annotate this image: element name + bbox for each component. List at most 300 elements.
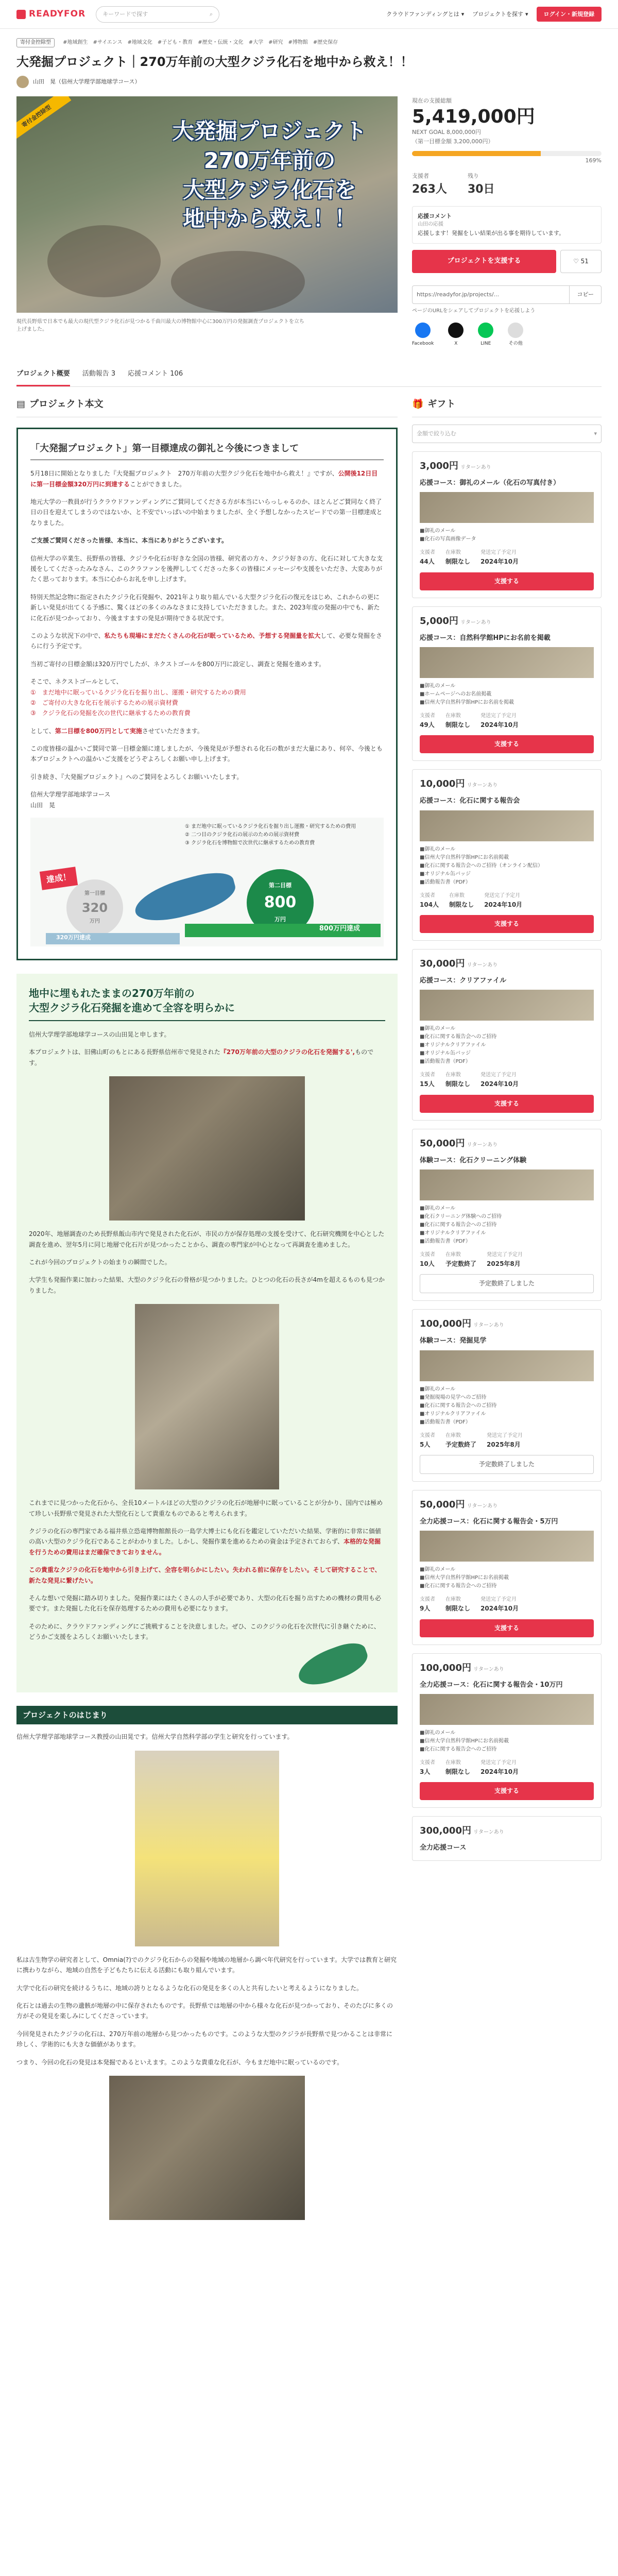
share-facebook[interactable] [412, 323, 434, 347]
gift-date: 2025年8月 [487, 1260, 521, 1268]
gift-supporters: 3人 [420, 1768, 431, 1776]
paragraph: 私は古生物学の研究者として、Omnia(?)でのクジラ化石からの発掘や地域の地層から調べ年代研究を行っています。大学では教育と研究に携わりながら、地域の自然を子どもたちに伝える活動にも取り組んでいます。 [16, 1956, 397, 1974]
text: 30,000円 [420, 958, 465, 970]
share-other[interactable] [508, 323, 523, 347]
section-title [16, 397, 398, 418]
search-input[interactable] [96, 6, 219, 23]
category-link[interactable]: #歴史保存 [313, 40, 338, 45]
owner-photo [135, 1751, 279, 1946]
text: このような状況下の中で、 [30, 632, 105, 639]
goal-graphic [30, 818, 384, 946]
gift-items [420, 682, 594, 707]
gift-item: ■活動報告書（PDF） [420, 879, 471, 885]
gift-title [412, 397, 602, 418]
gift-filter-placeholder: 金額で絞り込む [417, 430, 456, 437]
text: 支援者 [420, 1252, 435, 1258]
gift-items [420, 1566, 594, 1590]
text: 発送完了予定月 [480, 1597, 517, 1603]
gift-item: ■化石に関する報告会へのご招待 [420, 1402, 497, 1409]
goal-item: ② 二つ目のクジラ化石の展示のための展示資材費 [185, 832, 300, 838]
goal-list [185, 823, 356, 848]
x-icon [448, 323, 464, 338]
gift-meta [420, 1071, 594, 1089]
gift-title: 全力応援コース：化石に関する報告会・5万円 [420, 1517, 558, 1526]
gift-items [420, 1729, 594, 1754]
paragraph: つまり、今回の化石の発見は本発掘であるといえます。このような貴重な化石が、今もまだ地中に眠っているのです。 [16, 2058, 344, 2066]
paragraph: 2020年、地層調査のため長野県飯山市内で発見された化石が、市民の方が保存処理の支援を受けて、化石研究機関を中心とした調査を進め、翌年5月に同じ地層で化石片が見つかったことから、調査の専門家が中心となって再調査を進めました。 [29, 1230, 385, 1248]
share-url-field[interactable]: https://readyfor.jp/projects/... [412, 285, 570, 304]
gift-supporters: 104人 [420, 901, 439, 908]
chevron-down-icon: ▾ [525, 10, 528, 18]
gift-item: ■化石に関する報告会へのご招待（オンライン配信） [420, 862, 543, 869]
text: 3,000円 [420, 461, 458, 472]
share-label: Facebook [412, 341, 434, 346]
gift-title-text: ギフト [427, 398, 456, 410]
gift-price [420, 1661, 594, 1676]
logo-mark-icon [16, 10, 26, 19]
comment-text: 応援します！発掘をしい結果が出る事を期待しています。 [418, 230, 565, 237]
tab-overview[interactable]: プロジェクト概要 [16, 364, 70, 386]
comment-user: 山田の応援 [418, 222, 443, 228]
text: 支援者 [420, 550, 435, 556]
text: 山田 晃 [30, 801, 56, 809]
paragraph [29, 1047, 385, 1068]
login-button[interactable]: ログイン・新規登録 [537, 7, 602, 22]
fossil-photo [135, 1304, 279, 1489]
gift-thumbnail [420, 1531, 594, 1562]
text: ことができました。 [130, 480, 186, 488]
paragraph: 今回発見されたクジラの化石は、270万年前の地層から見つかったものです。このような大型のクジラが長野県で見つかることは非常に珍しく、学術的にも大きな価値があります。 [16, 2030, 392, 2048]
gift-card[interactable] [412, 1490, 602, 1645]
support-button[interactable]: プロジェクトを支援する [412, 250, 556, 273]
gift-price [420, 1137, 594, 1151]
text: 100,000円 [420, 1662, 471, 1673]
paragraph: 信州大学理学部地球学コースの山田晃と申します。 [29, 1031, 170, 1039]
paragraph: 特別天然記念物に指定されたクジラ化石発掘や、2021年より取り組んでいる大型クジラ化石の復元をはじめ、これからの更に新しい発見が出てくる予感に、驚くほどの多くのみなさまに支持していただきました。また、2023年度の発掘の中でも、新たに化石が見つかっており、今後ますますの発見が期待できる状況です。 [30, 593, 380, 622]
category-link[interactable]: #地域文化 [127, 40, 152, 45]
gift-card[interactable] [412, 606, 602, 761]
paragraph: 大学で化石の研究を続けるうちに、地域の誇りとなるような化石の発見を多くの人と共有したいと考えるようになりました。 [16, 1984, 363, 1992]
text: クジラの化石の専門家である福井県立恐竜博物館館長の一島学大博士にも化石を鑑定していただいた結果、学術的に非常に価値の高い大型のクジラ化石であることがわかりました。しかし、発掘作業を進めるための資金は予定されておらず、 [29, 1527, 382, 1546]
nav-label: クラウドファンディングとは [386, 10, 459, 18]
gift-item: ■オリジナル缶バッジ [420, 871, 471, 877]
hero-image [16, 96, 398, 313]
text: 在庫数 [445, 550, 461, 556]
gift-date: 2024年10月 [480, 1605, 519, 1613]
first-goal-circle [66, 879, 123, 936]
gift-price [420, 777, 594, 792]
story-heading [29, 986, 385, 1021]
gift-title: 体験コース：発掘見学 [420, 1337, 487, 1345]
gift-item: ■オリジナルクリアファイル [420, 1042, 486, 1048]
gift-item: ■化石に関する報告会へのご招待 [420, 1222, 497, 1228]
owner-name: 山田 晃（信州大学理学部地球学コース） [33, 78, 141, 86]
chevron-down-icon: ▾ [461, 10, 465, 18]
gift-item: ■御礼のメール [420, 1730, 456, 1736]
paragraph [30, 468, 384, 489]
gift-meta [420, 712, 594, 730]
gift-stock: 制限なし [445, 1080, 471, 1088]
nav-label: プロジェクトを探す [472, 10, 524, 18]
text: リターンあり [473, 1323, 504, 1329]
gift-items [420, 1205, 594, 1246]
text: リターンあり [460, 619, 491, 625]
list-item: ② ご寄付の大きな化石を展示するための展示資材費 [30, 699, 178, 706]
gift-item: ■御礼のメール [420, 683, 456, 689]
gift-support-button[interactable]: 支援する [420, 1619, 594, 1637]
top-nav [386, 7, 602, 22]
gift-items [420, 1025, 594, 1066]
text: 公開後12日目に第一目標金額320万円に到達する [30, 470, 378, 488]
gift-price [420, 1498, 594, 1513]
days-value: 30日 [467, 183, 495, 196]
text: リターンあり [467, 783, 498, 789]
text: リターンあり [460, 465, 491, 471]
text: リターンあり [467, 962, 498, 969]
text: 在庫数 [445, 1072, 461, 1078]
category-link[interactable]: #地域創生 [63, 40, 88, 45]
text: 私たちも現場にまだたくさんの化石が眠っているため、予想する発掘量を拡大 [104, 632, 321, 639]
gift-stock: 予定数終了 [445, 1260, 477, 1268]
document-icon: ▤ [16, 398, 26, 410]
gift-support-button[interactable]: 支援する [420, 572, 594, 590]
section-title-text: プロジェクト本文 [29, 398, 104, 410]
hero-title-line: 270万年前の [203, 147, 336, 173]
supporters-value: 263人 [412, 183, 447, 196]
gift-card[interactable] [412, 769, 602, 941]
text: リターンあり [473, 1829, 504, 1836]
text: して、必要な発掘をさらに行う予定です。 [30, 632, 383, 650]
gift-item: ■活動報告書（PDF） [420, 1059, 471, 1065]
gift-date: 2024年10月 [480, 721, 519, 729]
gift-item: ■御礼のメール [420, 846, 456, 852]
text: 支援者 [420, 713, 435, 719]
project-tabs [16, 364, 602, 387]
category-link[interactable]: #子ども・教育 [157, 40, 193, 45]
gift-support-button[interactable]: 支援する [420, 915, 594, 933]
text: 本格的な発掘を行うための費用はまだ確保できておりません。 [29, 1538, 381, 1556]
gift-item: ■信州大学自然科学館HPにお名前を掲載 [420, 700, 514, 706]
project-owner[interactable] [16, 76, 602, 88]
gift-price [420, 1824, 594, 1839]
gift-card[interactable] [412, 1653, 602, 1808]
gift-card[interactable] [412, 1129, 602, 1301]
hero-title-line: 大型クジラ化石を [183, 177, 356, 202]
text: 発送完了予定月 [480, 713, 517, 719]
text: 発送完了予定月 [480, 1760, 517, 1766]
goal-item: ③ クジラ化石を博物館で次世代に継承するための教育費 [185, 840, 315, 846]
gift-item: ■御礼のメール [420, 1567, 456, 1573]
tab-comments[interactable]: 応援コメント 106 [128, 369, 183, 378]
gift-meta [420, 549, 594, 567]
top-bar [0, 0, 618, 29]
gift-meta [420, 892, 594, 910]
list-item: ① まだ地中に眠っているクジラ化石を掘り出し、運搬・研究するための費用 [30, 688, 246, 696]
gift-title: 応援コース：クリアファイル [420, 976, 507, 985]
text: 支援者 [420, 1432, 435, 1438]
text: 100,000円 [420, 1318, 471, 1330]
gift-item: ■化石クリーニング体験へのご招待 [420, 1214, 502, 1220]
gift-stock: 制限なし [445, 1605, 471, 1613]
gift-item: ■化石の写真画像データ [420, 536, 476, 543]
gift-stock: 予定数終了 [445, 1440, 477, 1448]
text: 300,000円 [420, 1825, 471, 1837]
gift-thumbnail [420, 1694, 594, 1725]
gift-stock: 制限なし [449, 901, 474, 908]
gift-item: ■信州大学自然科学館HPにお名前掲載 [420, 1738, 509, 1744]
progress-bar [412, 151, 602, 156]
text: 第二目標を800万円として実施 [55, 727, 142, 735]
gift-item: ■御礼のメール [420, 1026, 456, 1032]
gift-item: ■オリジナルクリアファイル [420, 1230, 486, 1236]
gift-support-button[interactable]: 予定数終了しました [420, 1274, 594, 1293]
gift-card[interactable] [412, 451, 602, 598]
excavation-photo [109, 1076, 305, 1221]
gift-icon: 🎁 [412, 398, 424, 410]
gift-list [412, 451, 602, 1861]
paragraph: そのために、クラウドファンディングにご挑戦することを決意しました。ぜひ、このクジラの化石を次世代に引き継ぐために、どうかご支援をよろしくお願いいたします。 [29, 1622, 380, 1641]
category-link[interactable]: #博物館 [288, 40, 308, 45]
category-link[interactable]: #サイエンス [93, 40, 123, 45]
gift-price [420, 957, 594, 972]
paragraph: 地元大学の一教員が行うクラウドファンディングにご賛同してくださる方が本当にいらっしゃるのか、ほとんどご賛同なく終了日の日を迎えてしまうのではないか、と不安でいっぱいの中始まりましたが、全く予想しなかったスピードでの第一目標達成となりました。 [30, 498, 383, 527]
text: リターンあり [467, 1142, 498, 1148]
gift-date: 2024年10月 [480, 558, 519, 566]
paragraph: ご支援ご賛同くださった皆様、本当に、本当にありがとうございます。 [30, 537, 228, 545]
text: 発送完了予定月 [480, 550, 517, 556]
facebook-icon [415, 323, 431, 338]
favorite-button[interactable]: ♡ 51 [560, 250, 602, 273]
gift-thumbnail [420, 1350, 594, 1381]
gift-date: 2024年10月 [480, 1768, 519, 1776]
text: 10,000円 [420, 778, 465, 790]
gift-items [420, 845, 594, 887]
text: 50,000円 [420, 1499, 465, 1511]
comment-preview[interactable] [412, 206, 602, 244]
first-goal: （第一目標金額 3,200,000円） [412, 138, 494, 145]
gift-supporters: 15人 [420, 1080, 435, 1088]
share-label: X [454, 341, 458, 346]
text: させていただきます。 [142, 727, 203, 735]
gift-item: ■発掘現場の見学へのご招待 [420, 1394, 487, 1400]
gift-item: ■信州大学自然科学館HPにお名前掲載 [420, 1575, 509, 1581]
text: 支援者 [420, 1597, 435, 1603]
paragraph [30, 631, 384, 652]
gift-price [420, 459, 594, 474]
gift-card[interactable] [412, 949, 602, 1121]
paragraph: これまでに見つかった化石から、全長10メートルほどの大型のクジラの化石が地層中に眠っていることが分かり、国内では極めて珍しい長野県で発見された大型化石として貴重なものであると考えられます。 [29, 1499, 383, 1517]
share-label: その他 [508, 341, 523, 346]
gift-title: 応援コース：化石に関する報告会 [420, 797, 520, 805]
gift-card[interactable] [412, 1309, 602, 1482]
text: 在庫数 [445, 713, 461, 719]
text: 320 [81, 900, 108, 915]
text: 在庫数 [445, 1760, 461, 1766]
gift-supporters: 49人 [420, 721, 435, 729]
text: 支援者 [420, 1072, 435, 1078]
logo-text: READYFOR [29, 8, 86, 19]
gift-meta [420, 1251, 594, 1269]
chevron-down-icon: ▾ [594, 430, 597, 437]
gift-date: 2024年10月 [484, 901, 523, 908]
text: 第一目標 [84, 890, 105, 896]
hero-caption: 現代長野県で日本でも最大の現代型クジラ化石が見つかる千曲川最大の博物館中心に300万円の発掘調査プロジェクトを立ち上げました。 [16, 319, 304, 333]
story-box [16, 974, 398, 1692]
gift-sidebar [412, 397, 602, 2228]
funding-panel [412, 96, 602, 347]
text: 在庫数 [445, 1432, 461, 1438]
text: ものです。 [29, 1048, 374, 1066]
supporters-label: 支援者 [412, 172, 429, 179]
gift-items [420, 1385, 594, 1427]
text: 大型クジラ化石発掘を進めて全容を明らかに [29, 1002, 235, 1014]
category-list [63, 39, 338, 47]
gift-item: ■化石に関する報告会へのご招待 [420, 1747, 497, 1753]
text: 地中に埋もれたままの270万年前の [29, 987, 195, 1000]
subsection-heading: プロジェクトのはじまり [16, 1706, 398, 1724]
paragraph: 当初ご寄付の目標金額は320万円でしたが、ネクストゴールを800万円に設定し、調査と発掘を進めます。 [30, 660, 325, 668]
share-line[interactable] [478, 323, 493, 347]
paragraph [30, 726, 384, 736]
paragraph: この貴重なクジラの化石を地中から引き上げて、全容を明らかにしたい。失われる前に保存をしたい。そして研究することで、新たな発見に繋げたい。 [29, 1566, 381, 1584]
gift-card[interactable] [412, 1816, 602, 1860]
project-title: 大発掘プロジェクト｜270万年前の大型クジラ化石を地中から救え！！ [16, 54, 413, 69]
share-label: LINE [480, 341, 491, 346]
gift-thumbnail [420, 492, 594, 523]
tab-reports[interactable]: 活動報告 3 [82, 369, 116, 378]
readyfor-logo[interactable] [16, 7, 85, 21]
gift-item: ■オリジナルクリアファイル [420, 1411, 486, 1417]
gift-meta [420, 1759, 594, 1777]
text: 第二目標 [269, 882, 291, 889]
achieved-badge: 達成！ [40, 867, 78, 890]
text: として、 [30, 727, 55, 735]
gift-supporters: 5人 [420, 1440, 431, 1448]
nav-find-projects[interactable] [472, 10, 528, 19]
whale-illustration [294, 1638, 372, 1691]
text: 支援者 [420, 1760, 435, 1766]
signature [30, 789, 384, 810]
text: そこで、ネクストゴールとして、 [30, 678, 123, 686]
gift-support-button[interactable]: 支援する [420, 735, 594, 753]
first-goal-arrow: 320万円達成 [46, 933, 180, 944]
category-link[interactable]: #歴史・伝統・文化 [198, 40, 244, 45]
text: 万円 [90, 919, 100, 925]
paragraph: この度皆様の温かいご賛同で第一目標金額に達しましたが、今後発見が予想される化石の数がまだ大量にあり、何卒、今後とも本プロジェクトへの温かいご支援をどうぞよろしくお願い申し上げます。 [30, 745, 383, 763]
paragraph: 信州大学理学部地球学コース教授の山田晃です。信州大学自然科学部の学生と研究を行っています。 [16, 1733, 294, 1741]
gift-thumbnail [420, 810, 594, 841]
text: 発送完了予定月 [480, 1072, 517, 1078]
hero-title-line: 地中から救え！！ [183, 206, 356, 232]
line-icon [478, 323, 493, 338]
amount-value: 5,419,000円 [412, 106, 535, 127]
gift-stock: 制限なし [445, 1768, 471, 1776]
donation-tag[interactable]: 寄付金控除型 [16, 38, 55, 47]
gift-supporters: 9人 [420, 1605, 431, 1613]
gift-support-button[interactable]: 支援する [420, 1095, 594, 1113]
gift-items [420, 527, 594, 544]
hero-ribbon: 寄付金控除型 [16, 96, 71, 143]
search-placeholder: キーワードで探す [102, 10, 148, 18]
comment-label: 応援コメント [418, 212, 452, 219]
gift-stock: 制限なし [445, 558, 471, 566]
text: 5,000円 [420, 615, 458, 626]
thanks-heading: 「大発掘プロジェクト」第一目標達成の御礼と今後につきまして [30, 442, 384, 460]
text: 発送完了予定月 [484, 892, 521, 899]
text: 50,000円 [420, 1138, 465, 1149]
gift-date: 2024年10月 [480, 1080, 519, 1088]
gift-item: ■ホームページへのお名前掲載 [420, 691, 492, 698]
gift-title: 体験コース：化石クリーニング体験 [420, 1156, 527, 1164]
gift-stock: 制限なし [445, 721, 471, 729]
text: 在庫数 [445, 1597, 461, 1603]
gift-item: ■御礼のメール [420, 1206, 456, 1212]
gift-supporters: 44人 [420, 558, 435, 566]
more-icon [508, 323, 523, 338]
copy-button[interactable]: コピー [570, 285, 602, 304]
text: 在庫数 [445, 1252, 461, 1258]
paragraph [29, 1526, 385, 1557]
gift-title: 応援コース：御礼のメール（化石の写真付き） [420, 479, 560, 487]
gift-item: ■化石に関する報告会へのご招待 [420, 1034, 497, 1040]
search-icon: ⌕ [210, 10, 213, 18]
text: 5月18日に開始となりました『大発掘プロジェクト 270万年前の大型クジラ化石を地中から救え！』ですが、 [30, 470, 338, 478]
paragraph [30, 676, 384, 719]
paragraph: 引き続き、『大発掘プロジェクト』へのご賛同をよろしくお願いいたします。 [30, 773, 243, 781]
gift-filter-select[interactable] [412, 425, 602, 443]
gift-support-button[interactable]: 予定数終了しました [420, 1455, 594, 1474]
text: 万円 [274, 916, 286, 923]
text: リターンあり [473, 1666, 504, 1672]
whale-illustration [130, 867, 239, 928]
site-photo [109, 2076, 305, 2220]
text: 本プロジェクトは、旧佛山町のもとにある長野県信州市で発見された [29, 1048, 220, 1056]
gift-item: ■化石に関する報告会へのご招待 [420, 1583, 497, 1589]
text: 信州大学理学部地球学コース [30, 791, 111, 799]
category-link[interactable]: #研究 [268, 40, 283, 45]
text: リターンあり [467, 1503, 498, 1510]
share-note: ページのURLをシェアしてプロジェクトを応援しよう [412, 308, 536, 314]
text: 発送完了予定月 [487, 1252, 523, 1258]
gift-price [420, 614, 594, 629]
gift-price [420, 1317, 594, 1332]
gift-thumbnail [420, 1170, 594, 1200]
gift-item: ■活動報告書（PDF） [420, 1419, 471, 1425]
gift-thumbnail [420, 647, 594, 678]
gift-support-button[interactable]: 支援する [420, 1782, 594, 1800]
text: 『270万年前の大型のクジラの化石を発掘する', [220, 1048, 355, 1056]
gift-item: ■オリジナル缶バッジ [420, 1050, 471, 1057]
paragraph: 化石とは過去の生物の遺骸が地層の中に保存されたものです。長野県では地層の中から様々な化石が見つかっており、そのたびに多くの方がその発見を楽しみにしてくださっています。 [16, 2002, 393, 2020]
paragraph: 信州大学の卒業生、長野県の皆様、クジラや化石が好きな全国の皆様、研究者の方々、クジラ好きの方、化石に対して大きな支援をしてくださったみなさん、このクラファンを後押ししてくださった多くの皆様にメッセージや支援をいただき、大変ありがたく思っております。本当に心からお礼を申し上げます。 [30, 554, 383, 583]
thanks-box [16, 428, 398, 960]
owner-avatar [16, 76, 29, 88]
gift-item: ■活動報告書（PDF） [420, 1239, 471, 1245]
list-item: ③ クジラ化石の発掘を次の世代に継承するための教育費 [30, 709, 191, 717]
amount-label: 現在の支援総額 [412, 97, 452, 105]
paragraph: これが今回のプロジェクトの始まりの瞬間でした。 [29, 1259, 171, 1266]
hero-title [173, 117, 367, 234]
progress-fill [412, 151, 541, 156]
gift-thumbnail [420, 990, 594, 1021]
goal-item: ① まだ地中に眠っているクジラ化石を掘り出し運搬・研究するための費用 [185, 824, 356, 830]
gift-item: ■御礼のメール [420, 1386, 456, 1392]
nav-what-is-crowdfunding[interactable] [386, 10, 464, 19]
share-x[interactable] [448, 323, 464, 347]
gift-title: 応援コース：自然科学館HPにお名前を掲載 [420, 634, 551, 642]
gift-item: ■御礼のメール [420, 528, 456, 534]
category-link[interactable]: #大学 [248, 40, 264, 45]
